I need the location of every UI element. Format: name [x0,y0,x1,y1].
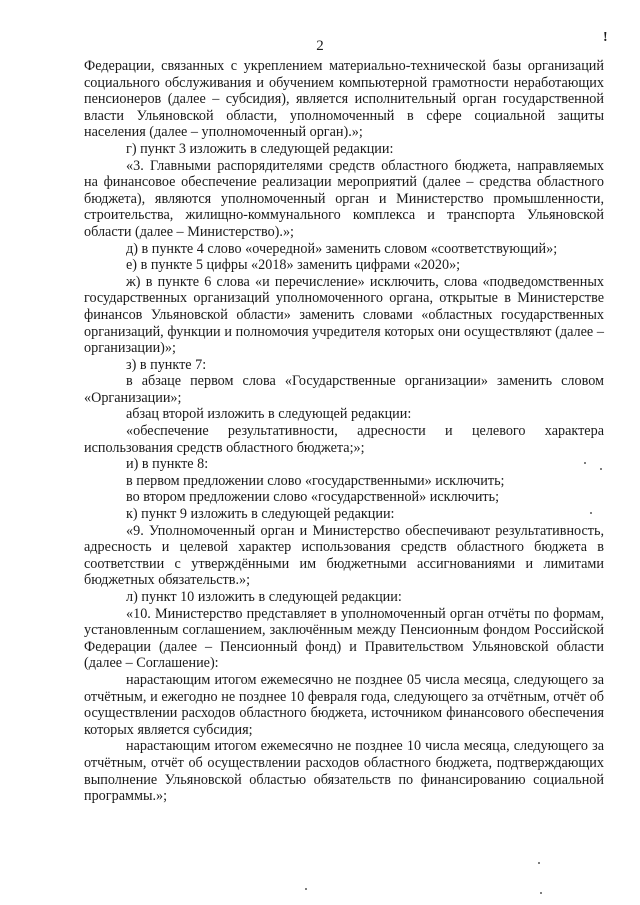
scan-speck [600,468,602,470]
scan-speck [590,512,592,514]
paragraph-quote-3: «3. Главными распорядителями средств областного бюджета, направляемых на финансовое обеспечение реализации мероприятий (далее – средства областного бюджета), являются уполномоченный орган и Министерство промышленности, строительства, жилищно-коммунального комплекса и транспорта Ульяновской области (далее – Министерство).»; [84,157,604,240]
paragraph-item-i: и) в пункте 8: [126,456,209,473]
paragraph-second-sentence: во втором предложении слово «государственной» исключить; [126,489,500,506]
scan-speck [538,862,540,864]
paragraph-first-sentence: в первом предложении слово «государственными» исключить; [126,472,505,489]
paragraph-item-zh: ж) в пункте 6 слова «и перечисление» исключить, слова «подведомственных государственных организаций уполномоченного органа, открытые в Министерстве финансов Ульяновской области» заменить словами «областных государственных организаций, функции и полномочия учредителя которых они осуществляют (далее – организации)»; [84,273,604,357]
paragraph-abzac-second: абзац второй изложить в следующей редакции: [126,406,412,423]
paragraph-item-l: л) пункт 10 изложить в следующей редакции: [126,589,402,605]
paragraph-quote-9: «9. Уполномоченный орган и Министерство обеспечивают результативность, адресность и целевой характер использования средств областного бюджета в соответствии с утверждёнными им бюджетными ассигнованиями и лимитами бюджетных обязательств.»; [84,522,604,589]
paragraph-item-g: г) пункт 3 изложить в следующей редакции: [126,140,394,157]
paragraph-abzac-first: в абзаце первом слова «Государственные организации» заменить словом «Организации»; [84,373,604,406]
paragraph-monthly-report-1: нарастающим итогом ежемесячно не позднее 05 числа месяца, следующего за отчётным, и ежегодно не позднее 10 февраля года, следующего за отчётным, отчёт об осуществлении расходов областного бюджета, источником финансового обеспечения которых является субсидия; [84,671,604,738]
scan-speck [584,462,586,464]
page-number: 2 [316,38,324,54]
paragraph-item-d: д) в пункте 4 слово «очередной» заменить словом «соответствующий»; [126,240,558,257]
paragraph-quote-provision: «обеспечение результативности, адресности и целевого характера использования средств областного бюджета;»; [84,423,604,456]
paragraph-item-z: з) в пункте 7: [126,356,207,373]
edge-mark: ! [603,30,608,45]
paragraph-monthly-report-2: нарастающим итогом ежемесячно не позднее 10 числа месяца, следующего за отчётным, отчёт об осуществлении расходов областного бюджета, подтверждающих выполнение Ульяновской областью обязательств по финансированию социальной программы.»; [84,738,604,805]
paragraph-item-k: к) пункт 9 изложить в следующей редакции: [126,506,395,523]
paragraph-item-e: е) в пункте 5 цифры «2018» заменить цифрами «2020»; [126,257,461,274]
scan-speck [540,892,542,894]
paragraph-continuation: Федерации, связанных с укреплением материально-технической базы организаций социального обслуживания и обучением компьютерной грамотности неработающих пенсионеров (далее – субсидия), является исполнительный орган государственной власти Ульяновской области, уполномоченный в сфере социальной защиты населения (далее – уполномоченный орган).»; [84,58,604,141]
scan-speck [305,888,307,890]
document-body [84,58,604,805]
paragraph-quote-10: «10. Министерство представляет в уполномоченный орган отчёты по формам, установленным соглашением, заключённым между Пенсионным фондом Российской Федерации (далее – Пенсионный фонд) и Правительством Ульяновской области (далее – Соглашение): [84,605,604,672]
